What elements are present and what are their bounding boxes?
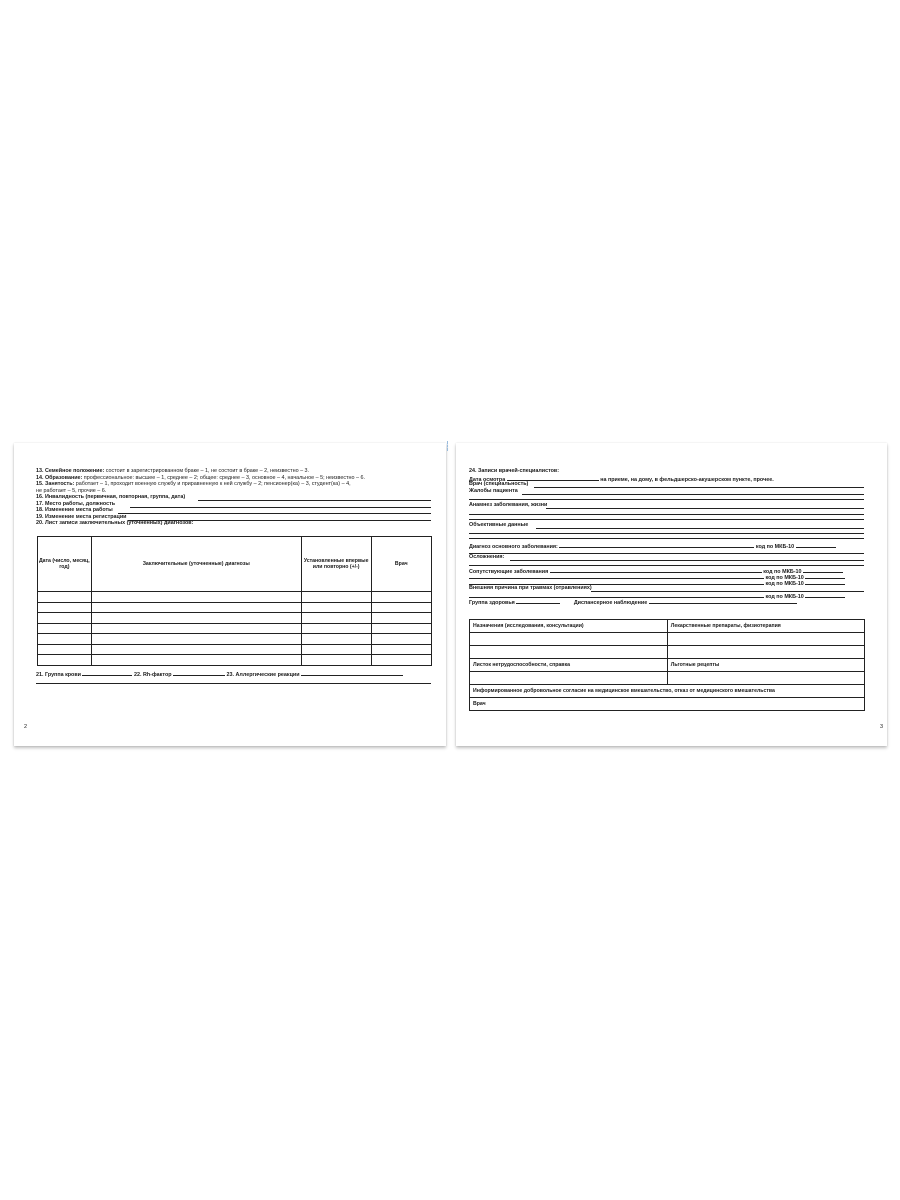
complaints-label: Жалобы пациента	[469, 487, 518, 494]
item-16-line[interactable]	[198, 500, 431, 501]
item-17-line[interactable]	[130, 507, 431, 508]
item-18-label: 18. Изменение места работы	[36, 507, 113, 513]
item-16-label: 16. Инвалидность (первичная, повторная, группа, дата)	[36, 494, 186, 500]
complications-line-2[interactable]	[469, 565, 864, 566]
item-18-line[interactable]	[118, 513, 431, 514]
external-cause-label: Внешняя причина при травмах (отравлениях)	[469, 585, 592, 591]
allergy-field[interactable]	[301, 670, 403, 676]
table-row[interactable]	[38, 613, 432, 624]
item-14-title: 14. Образование:	[36, 474, 83, 481]
external-cause-field[interactable]	[469, 592, 764, 598]
prescriptions-cell[interactable]	[470, 646, 668, 659]
anamnesis-line-2[interactable]	[469, 514, 864, 515]
blood-group-field[interactable]	[82, 670, 132, 676]
complications-label: Осложнения:	[469, 553, 505, 560]
complications-line[interactable]	[510, 560, 864, 561]
item-24-title: 24. Записи врачей-специалистов:	[469, 468, 560, 474]
item-23-label: 23. Аллергические реакции	[226, 672, 300, 678]
item-15-text: работает – 1, проходит военную службу и приравненную к ней службу – 2; пенсионер(ка) – 3, студент(ка) – 4,	[74, 481, 351, 487]
doctor-specialty-label: Врач (специальность)	[469, 481, 529, 487]
objective-line-3[interactable]	[469, 538, 864, 539]
table-row[interactable]	[38, 634, 432, 645]
page-number-left: 2	[24, 724, 28, 730]
table-row[interactable]	[38, 655, 432, 666]
document-spread	[14, 443, 887, 749]
anamnesis-line-3[interactable]	[469, 519, 864, 520]
main-diagnosis-label: Диагноз основного заболевания:	[469, 543, 558, 550]
objective-label: Объективные данные	[469, 522, 529, 528]
health-group-line	[469, 598, 797, 606]
item-15-text-2: не работает – 5, прочие – 6.	[36, 487, 107, 494]
doctor-specialty-line[interactable]	[534, 487, 864, 488]
item-14-text: профессиональное: высшее – 1, среднее – 2; общее: среднее – 3, основное – 4, начальное – 5; неизвестно – 6.	[82, 474, 365, 481]
doctor-row: Врач	[470, 698, 865, 711]
item-13-title: 13. Семейное положение:	[36, 468, 105, 474]
icd-code-label: код по МКБ-10	[755, 543, 795, 550]
item-21-label: 21. Группа крови	[36, 672, 81, 678]
item-20-title: 20. Лист записи заключительных (уточненных) диагнозов:	[36, 520, 194, 526]
main-diagnosis-line	[469, 542, 836, 550]
icd-code-field[interactable]	[796, 542, 836, 548]
icd-code-label: код по МКБ-10	[765, 581, 804, 587]
diagnoses-table	[37, 536, 432, 666]
objective-line[interactable]	[536, 528, 864, 529]
prescriptions-box	[469, 619, 865, 711]
table-row[interactable]	[38, 644, 432, 655]
icd-code-label: код по МКБ-10	[763, 569, 802, 575]
item-14	[36, 475, 365, 481]
consent-row: Информированное добровольное согласие на медицинское вмешательство, отказ от медицинского вмешательства	[470, 685, 865, 698]
main-diagnosis-field[interactable]	[559, 542, 754, 548]
drugs-cell[interactable]	[667, 646, 864, 659]
table-row[interactable]	[38, 592, 432, 603]
item-13-text: состоит в зарегистрированном браке – 1, не состоит в браке – 2, неизвестно – 3.	[104, 468, 310, 474]
complaints-line[interactable]	[522, 494, 864, 495]
item-22-label: 22. Rh-фактор	[133, 672, 172, 678]
table-header-row	[38, 537, 432, 592]
exam-date-field[interactable]	[507, 475, 599, 481]
item-13	[36, 468, 309, 474]
column-doctor: Врач	[371, 537, 432, 592]
item-17-label: 17. Место работы, должность	[36, 500, 116, 507]
page-number-right: 3	[880, 724, 884, 730]
health-group-field[interactable]	[516, 598, 560, 604]
prescriptions-header: Назначения (исследования, консультации)	[470, 620, 668, 633]
exam-date-label: Дата осмотра	[469, 476, 506, 483]
sick-leave-cell[interactable]	[470, 672, 668, 685]
rh-factor-field[interactable]	[173, 670, 225, 676]
column-established: Установленные впервые или повторно (+/-)	[301, 537, 371, 592]
column-date: Дата (число, месяц, год)	[38, 537, 92, 592]
preferential-header: Льготные рецепты	[667, 659, 864, 672]
health-group-label: Группа здоровья	[469, 600, 515, 606]
objective-line-2[interactable]	[469, 533, 864, 534]
items-21-23	[36, 670, 403, 678]
anamnesis-line[interactable]	[546, 508, 864, 509]
main-diagnosis-line-2[interactable]	[469, 553, 864, 554]
item-15	[36, 481, 351, 487]
item-15-title: 15. Занятость:	[36, 481, 75, 487]
drugs-cell[interactable]	[667, 633, 864, 646]
sick-leave-header: Листок нетрудоспособности, справка	[470, 659, 668, 672]
dispensary-label: Диспансерное наблюдение	[573, 600, 648, 606]
table-row[interactable]	[38, 623, 432, 634]
preferential-cell[interactable]	[667, 672, 864, 685]
icd-code-label: код по МКБ-10	[765, 593, 804, 600]
prescriptions-cell[interactable]	[470, 633, 668, 646]
drugs-header: Лекарственные препараты, физиотерапия	[667, 620, 864, 633]
icd-code-field[interactable]	[805, 579, 845, 585]
column-diagnosis: Заключительные (уточненные) диагнозы	[91, 537, 301, 592]
dispensary-field[interactable]	[649, 598, 797, 604]
comorbidities-label: Сопутствующие заболевания	[469, 569, 549, 575]
complaints-line-2[interactable]	[469, 499, 864, 500]
allergy-line-2[interactable]	[36, 683, 431, 684]
right-page	[456, 443, 887, 746]
icd-code-label: код по МКБ-10	[765, 575, 804, 581]
anamnesis-label: Анамнез заболевания, жизни	[469, 502, 548, 508]
exam-place-text: на приеме, на дому, в фельдшерско-акушерском пункте, прочее.	[600, 476, 774, 483]
left-page	[14, 443, 446, 746]
icd-code-field[interactable]	[805, 592, 845, 598]
table-row[interactable]	[38, 602, 432, 613]
item-19-label: 19. Изменение места регистрации	[36, 513, 127, 520]
